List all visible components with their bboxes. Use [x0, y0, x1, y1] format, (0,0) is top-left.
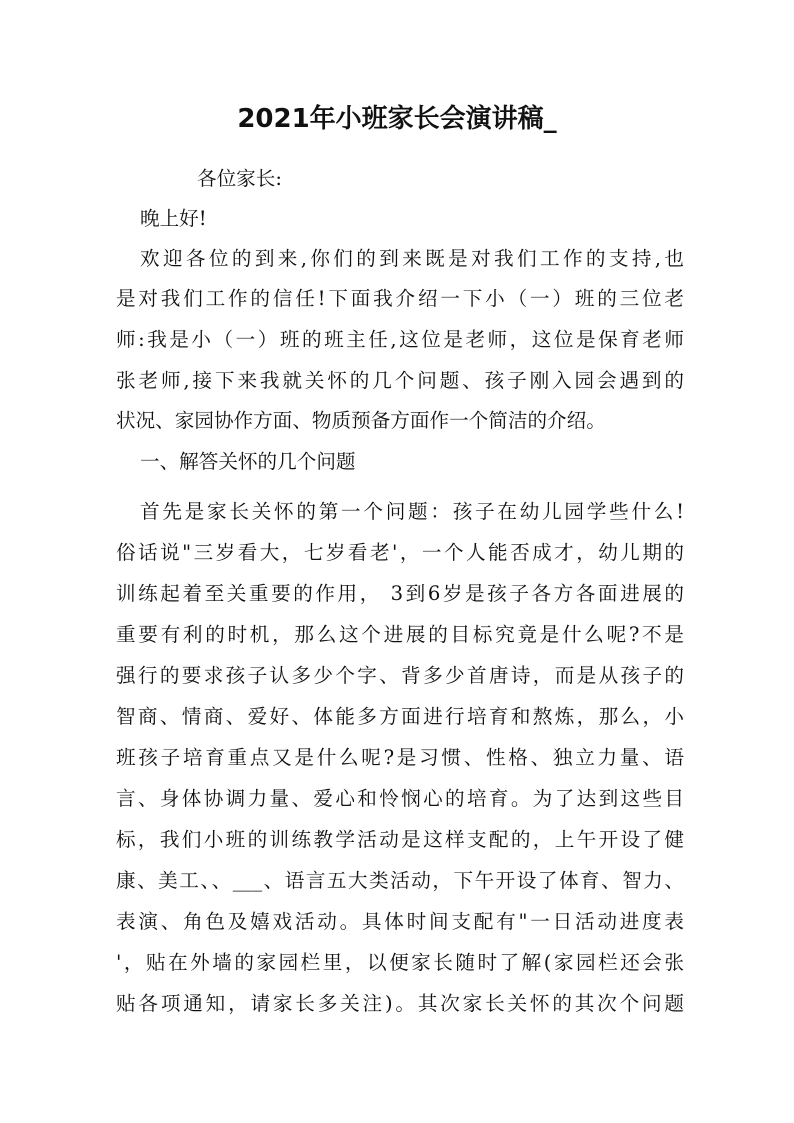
paragraph-line: 表演、角色及嬉戏活动。具体时间支配有"一日活动进度表 — [116, 910, 684, 933]
paragraph-line: 俗话说"三岁看大，七岁看老'，一个人能否成才，幼儿期的 — [116, 541, 684, 564]
paragraph-line: 智商、情商、爱好、体能多方面进行培育和熬炼，那么，小 — [116, 705, 684, 728]
paragraph-line: 强行的要求孩子认多少个字、背多少首唐诗，而是从孩子的 — [116, 664, 684, 687]
paragraph-line: 标，我们小班的训练教学活动是这样支配的，上午开设了健 — [116, 828, 684, 851]
paragraph-line: 言、身体协调力量、爱心和怜悯心的培育。为了达到这些目 — [116, 787, 684, 810]
section-heading: 一、解答关怀的几个问题 — [140, 450, 356, 473]
document-title: 2021年小班家长会演讲稿_ — [237, 104, 557, 134]
paragraph-line: 首先是家长关怀的第一个问题：孩子在幼儿园学些什么! — [140, 500, 684, 523]
paragraph-line: 贴各项通知，请家长多关注)。其次家长关怀的其次个问题 — [116, 992, 684, 1015]
paragraph-line: '，贴在外墙的家园栏里，以便家长随时了解(家园栏还会张 — [116, 951, 684, 974]
paragraph-line: 师:我是小（一）班的班主任,这位是老师，这位是保育老师 — [116, 328, 684, 351]
paragraph-line: 状况、家园协作方面、物质预备方面作一个简洁的介绍。 — [116, 409, 606, 432]
paragraph-line: 班孩子培育重点又是什么呢?是习惯、性格、独立力量、语 — [116, 746, 684, 769]
greeting-text: 晚上好! — [140, 207, 207, 230]
paragraph-line: 张老师,接下来我就关怀的几个问题、孩子刚入园会遇到的 — [116, 369, 684, 392]
salutation-text: 各位家长: — [197, 167, 282, 190]
paragraph-line: 欢迎各位的到来,你们的到来既是对我们工作的支持,也 — [140, 247, 684, 270]
paragraph-line: 重要有利的时机，那么这个进展的目标究竟是什么呢?不是 — [116, 623, 684, 646]
paragraph-line: 训练起着至关重要的作用， 3到6岁是孩子各方各面进展的 — [116, 582, 684, 605]
paragraph-line: 康、美工、、___、语言五大类活动，下午开设了体育、智力、 — [116, 869, 684, 892]
paragraph-line: 是对我们工作的信任!下面我介绍一下小（一）班的三位老 — [116, 287, 684, 310]
